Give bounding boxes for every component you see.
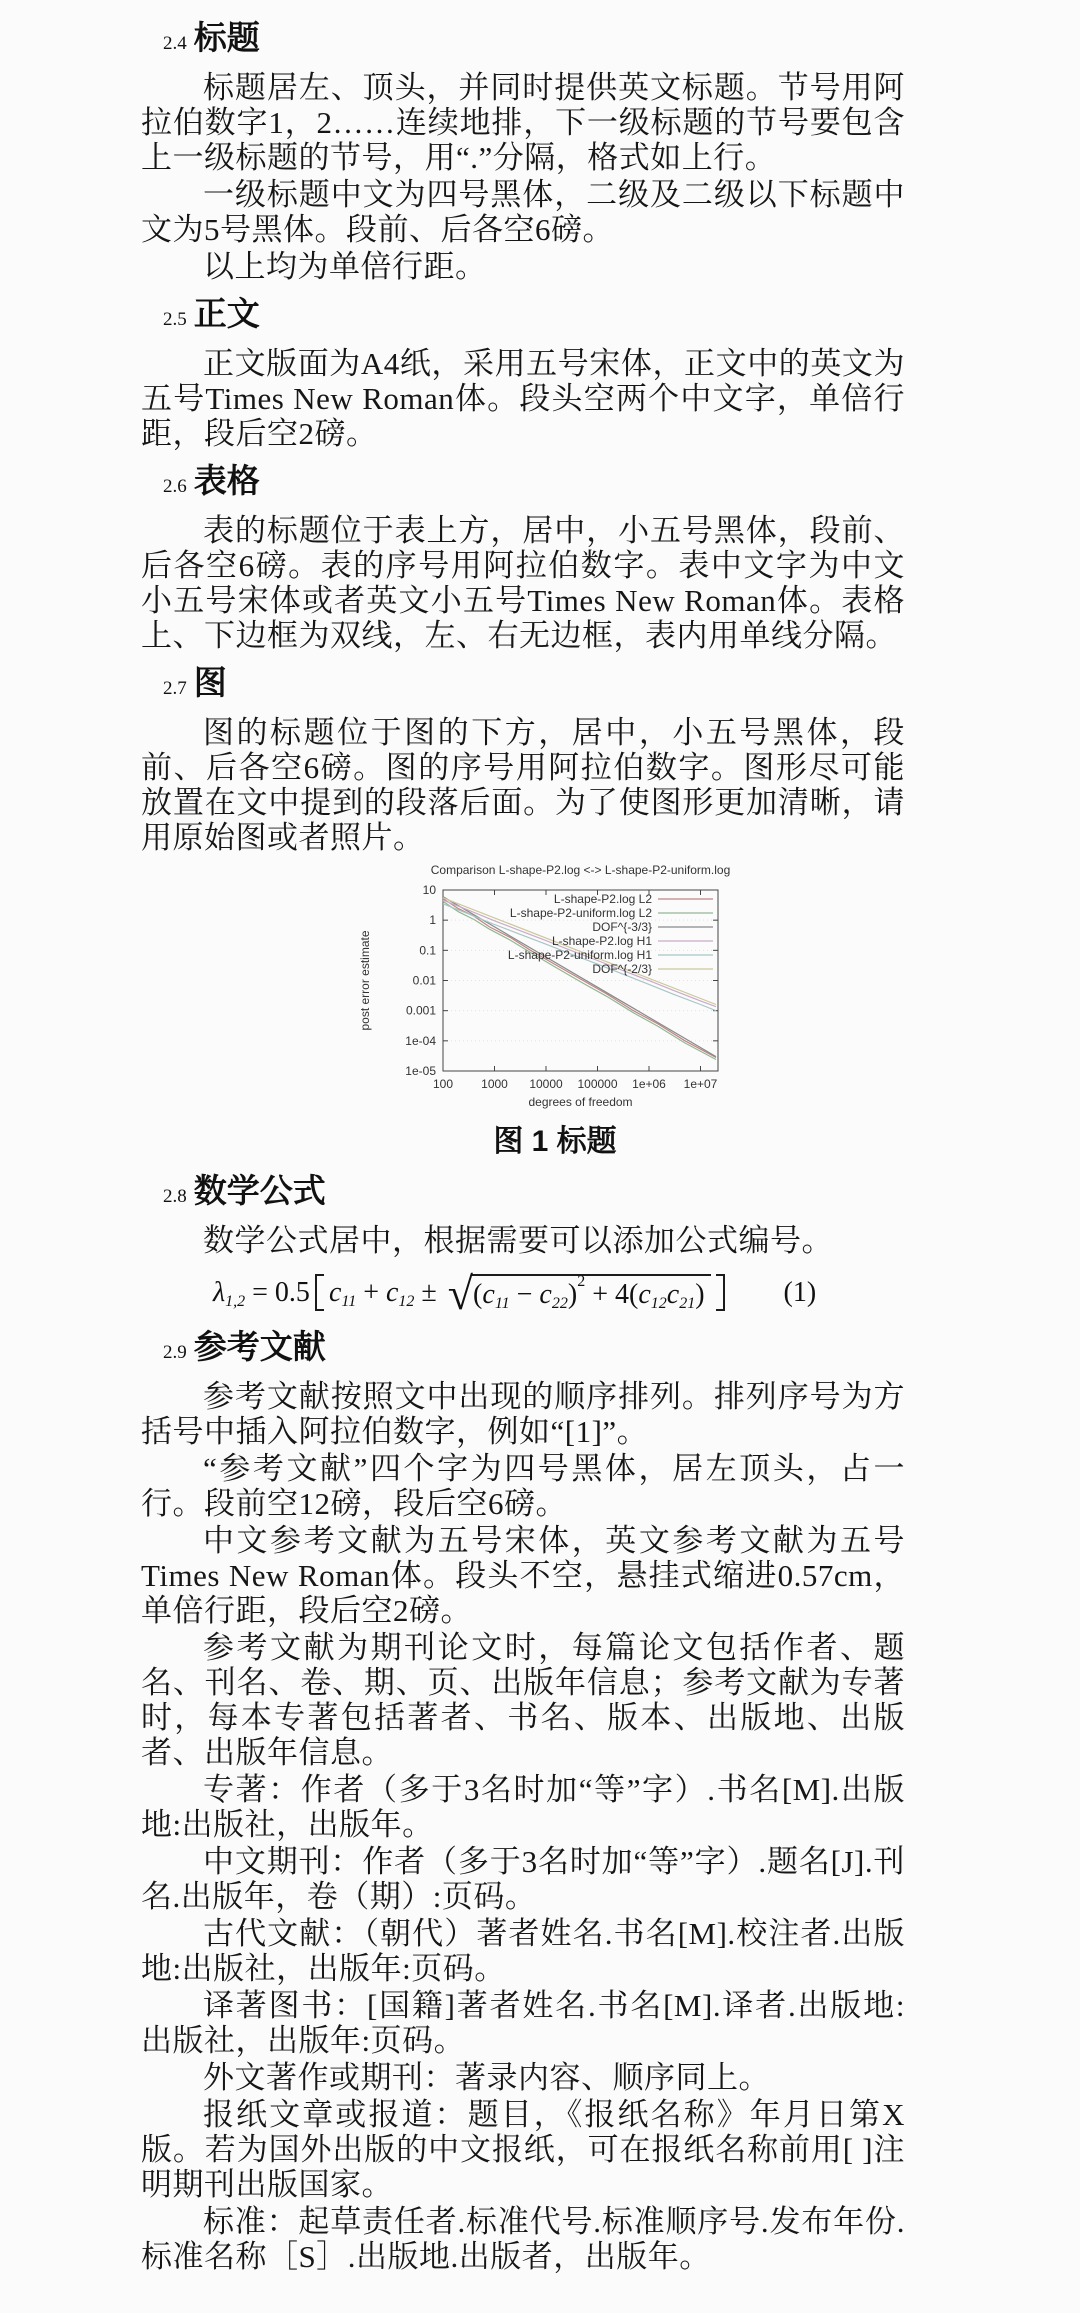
y-tick-label: 1e-05 — [405, 1063, 436, 1078]
sqrt-radicand — [471, 1274, 710, 1311]
paragraph: “参考文献”四个字为四号黑体，居左顶头，占一行。段前空12磅，段后空6磅。 — [141, 1451, 905, 1521]
eq-paren: ( — [473, 1279, 483, 1310]
figure-caption: 图 1 标题 — [493, 1125, 617, 1158]
figure-chart — [355, 861, 755, 1113]
eq-sub: 22 — [551, 1295, 568, 1312]
eq-sub: 12 — [650, 1295, 667, 1312]
legend-label: DOF^{-2/3} — [592, 962, 652, 976]
section-title: 表格 — [193, 462, 260, 499]
eq-term: c — [666, 1279, 680, 1310]
right-bracket — [716, 1274, 725, 1311]
y-tick-label: 1 — [429, 913, 436, 928]
eq-rel: = 0.5 — [245, 1276, 310, 1308]
x-tick-label: 100000 — [577, 1077, 618, 1091]
paragraph: 外文著作或期刊：著录内容、顺序同上。 — [203, 2060, 770, 2095]
x-tick-label: 1000 — [481, 1077, 508, 1091]
eq-paren: ) — [695, 1279, 705, 1310]
paragraph: 参考文献为期刊论文时，每篇论文包括作者、题名、刊名、卷、期、页、出版年信息；参考文献为专著时，每本专著包括著者、书名、版本、出版地、出版者、出版年信息。 — [141, 1630, 905, 1770]
paragraph: 以上均为单倍行距。 — [203, 249, 487, 284]
eq-lambda-sub: 1,2 — [225, 1292, 246, 1310]
section-title: 正文 — [193, 295, 260, 332]
eq-term: c — [385, 1276, 399, 1308]
eq-op: ± — [414, 1276, 444, 1308]
paragraph: 数学公式居中，根据需要可以添加公式编号。 — [203, 1223, 833, 1258]
x-tick-label: 1e+06 — [632, 1077, 666, 1091]
section-heading-2-4 — [163, 18, 905, 64]
section-number: 2.4 — [163, 33, 187, 54]
document-page — [141, 0, 905, 2274]
sqrt-sign: √ — [447, 1268, 474, 1320]
y-tick-label: 0.001 — [405, 1003, 436, 1018]
section-number: 2.8 — [163, 1186, 187, 1207]
y-tick-label: 1e-04 — [405, 1033, 436, 1048]
section-number: 2.5 — [163, 309, 187, 330]
paragraph: 标准：起草责任者.标准代号.标准顺序号.发布年份.标准名称［S］.出版地.出版者，出版年。 — [141, 2204, 905, 2274]
section-title: 图 — [193, 664, 227, 701]
paragraph: 报纸文章或报道：题目，《报纸名称》年月日第X版。若为国外出版的中文报纸，可在报纸名称前用[ ]注明期刊出版国家。 — [141, 2097, 905, 2202]
paragraph: 一级标题中文为四号黑体，二级及二级以下标题中文为5号黑体。段前、后各空6磅。 — [141, 177, 905, 247]
eq-lambda: λ — [213, 1276, 226, 1308]
eq-term: c — [482, 1279, 495, 1310]
section-heading-2-8 — [163, 1171, 905, 1217]
paragraph: 正文版面为A4纸，采用五号宋体，正文中的英文为五号Times New Roman体。段头空两个中文字，单倍行距，段后空2磅。 — [141, 346, 905, 451]
y-tick-label: 0.01 — [412, 973, 436, 988]
section-heading-2-5 — [163, 294, 905, 340]
section-number: 2.7 — [163, 678, 187, 699]
eq-op: − — [509, 1279, 540, 1310]
x-axis-label: degrees of freedom — [528, 1095, 633, 1109]
legend-label: DOF^{-3/3} — [592, 920, 652, 934]
equation-1 — [213, 1268, 905, 1320]
paragraph: 专著：作者（多于3名时加“等”字）.书名[M].出版地:出版社，出版年。 — [141, 1772, 905, 1842]
legend-label: L-shape-P2-uniform.log L2 — [509, 906, 652, 920]
chart-title: Comparison L-shape-P2.log <-> L-shape-P2-uniform.log — [430, 863, 731, 877]
eq-term: c — [328, 1276, 342, 1308]
left-bracket — [315, 1274, 324, 1311]
eq-sub: 12 — [398, 1292, 415, 1310]
y-tick-label: 0.1 — [419, 943, 436, 958]
series-line — [443, 899, 716, 1058]
section-heading-2-7 — [163, 663, 905, 709]
section-number: 2.6 — [163, 476, 187, 497]
eq-sub: 11 — [341, 1292, 357, 1310]
paragraph: 图的标题位于图的下方，居中，小五号黑体，段前、后各空6磅。图的序号用阿拉伯数字。图形尽可能放置在文中提到的段落后面。为了使图形更加清晰，请用原始图或者照片。 — [141, 715, 905, 855]
loglog-plot — [355, 861, 755, 1113]
paragraph: 中文期刊：作者（多于3名时加“等”字）.题名[J].刊名.出版年，卷（期）:页码。 — [141, 1844, 905, 1914]
paragraph: 古代文献：（朝代）著者姓名.书名[M].校注者.出版地:出版社，出版年:页码。 — [141, 1916, 905, 1986]
section-title: 参考文献 — [193, 1328, 326, 1365]
legend-label: L-shape-P2.log H1 — [551, 934, 652, 948]
eq-term: c — [638, 1279, 651, 1310]
eq-op: + — [356, 1276, 386, 1308]
x-tick-label: 10000 — [529, 1077, 563, 1091]
eq-op: + 4 — [585, 1279, 629, 1310]
section-heading-2-9 — [163, 1327, 905, 1373]
section-number: 2.9 — [163, 1342, 187, 1363]
section-title: 标题 — [193, 19, 260, 56]
paragraph: 参考文献按照文中出现的顺序排列。排列序号为方括号中插入阿拉伯数字，例如“[1]”。 — [141, 1379, 905, 1449]
paragraph: 表的标题位于表上方，居中，小五号黑体，段前、后各空6磅。表的序号用阿拉伯数字。表中文字为中文小五号宋体或者英文小五号Times New Roman体。表格上、下边框为双线，左、右无边框，表内用单线分隔。 — [141, 513, 905, 653]
eq-sub: 11 — [494, 1295, 510, 1312]
equation-number: (1) — [783, 1276, 817, 1308]
legend-label: L-shape-P2-uniform.log H1 — [507, 948, 652, 962]
paragraph: 中文参考文献为五号宋体，英文参考文献为五号Times New Roman体。段头不空，悬挂式缩进0.57cm，单倍行距，段后空2磅。 — [141, 1523, 905, 1628]
eq-paren: ) — [567, 1279, 578, 1310]
y-axis-label: post error estimate — [358, 930, 372, 1031]
eq-sub: 21 — [679, 1295, 696, 1312]
section-heading-2-6 — [163, 461, 905, 507]
eq-term: c — [539, 1279, 552, 1310]
section-title: 数学公式 — [193, 1172, 326, 1209]
x-tick-label: 1e+07 — [683, 1077, 718, 1091]
legend-label: L-shape-P2.log L2 — [553, 892, 652, 906]
x-tick-label: 100 — [432, 1077, 454, 1091]
y-tick-label: 10 — [422, 883, 436, 897]
paragraph: 译著图书：[国籍]著者姓名.书名[M].译者.出版地:出版社，出版年:页码。 — [141, 1988, 905, 2058]
eq-paren: ( — [628, 1279, 639, 1310]
paragraph: 标题居左、顶头，并同时提供英文标题。节号用阿拉伯数字1，2……连续地排，下一级标题的节号要包含上一级标题的节号，用“.”分隔，格式如上行。 — [141, 70, 905, 175]
eq-sup: 2 — [577, 1273, 586, 1290]
